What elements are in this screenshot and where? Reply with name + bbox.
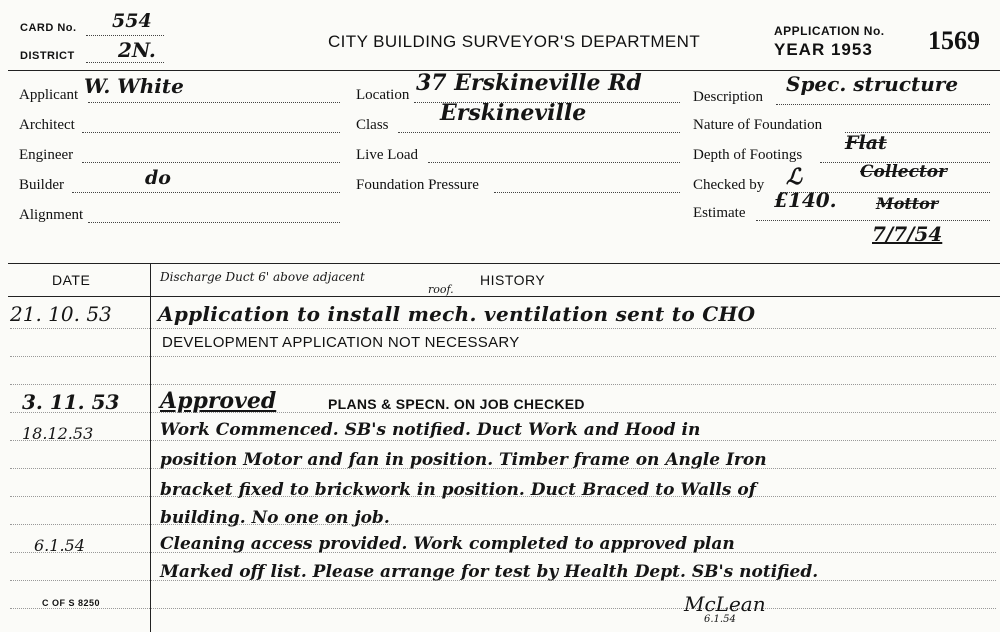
- entry-date: 21. 10. 53: [10, 302, 112, 326]
- estimate-date: 7/7/54: [872, 222, 943, 246]
- entry-text: bracket fixed to brickwork in position. Duct Braced to Walls of: [160, 480, 757, 500]
- description-label: Description: [693, 89, 763, 105]
- card-no-line: [86, 35, 164, 36]
- location-value: 37 Erskineville Rd: [416, 70, 642, 96]
- estimate-value: £140.: [774, 188, 837, 212]
- date-header: DATE: [52, 272, 91, 288]
- district-value: 2N.: [118, 38, 156, 62]
- applicant-label: Applicant: [19, 87, 79, 103]
- entry-text: Cleaning access provided. Work completed to approved plan: [160, 534, 735, 554]
- location-label: Location: [356, 87, 410, 103]
- entry-text: position Motor and fan in position. Timber frame on Angle Iron: [160, 450, 767, 470]
- entry-date: 3. 11. 53: [22, 390, 120, 414]
- class-label: Class: [356, 117, 389, 133]
- alignment-line: [88, 222, 340, 223]
- builder-line: [72, 192, 340, 193]
- form-code: C OF S 8250: [42, 598, 101, 608]
- checked-by-label: Checked by: [693, 177, 765, 193]
- estimate-line: [756, 220, 990, 221]
- live-load-label: Live Load: [356, 147, 419, 163]
- rule-line: [10, 412, 996, 413]
- rule-line: [10, 384, 996, 385]
- estimate-struck: Mottor: [876, 194, 939, 213]
- signature: McLean: [684, 592, 766, 616]
- table-top-border: [8, 263, 1000, 264]
- foundation-pressure-label: Foundation Pressure: [356, 177, 479, 193]
- department-title: CITY BUILDING SURVEYOR'S DEPARTMENT: [328, 32, 701, 51]
- rule-line: [10, 328, 996, 329]
- entry-approved-hand: Approved: [160, 388, 277, 414]
- description-value: Spec. structure: [786, 72, 959, 96]
- entry-text: Application to install mech. ventilation sent to CHO: [158, 302, 756, 326]
- live-load-line: [428, 162, 680, 163]
- signature-date: 6.1.54: [704, 614, 736, 625]
- header-note-line2: roof.: [428, 283, 454, 296]
- entry-date: 6.1.54: [34, 536, 85, 555]
- builder-value: do: [145, 167, 171, 189]
- entry-text: building. No one on job.: [160, 508, 390, 528]
- district-line: [86, 62, 164, 63]
- application-no-label: APPLICATION No.: [774, 24, 885, 38]
- entry-date: 18.12.53: [22, 424, 94, 443]
- entry-text: Marked off list. Please arrange for test by Health Dept. SB's notified.: [160, 562, 819, 582]
- rule-line: [10, 440, 996, 441]
- depth-of-footings-value: Flat: [845, 132, 887, 154]
- applicant-line: [88, 102, 340, 103]
- application-no-value: 1569: [928, 26, 980, 55]
- rule-line: [10, 356, 996, 357]
- entry-text-stamp: DEVELOPMENT APPLICATION NOT NECESSARY: [162, 334, 520, 351]
- date-column-divider: [150, 263, 151, 632]
- checked-by-mark: ℒ: [786, 164, 802, 190]
- checked-by-value: Collector: [860, 162, 948, 182]
- rule-line: [10, 524, 996, 525]
- year-label: YEAR 1953: [774, 40, 873, 59]
- applicant-value: W. White: [84, 74, 184, 98]
- table-header-border: [8, 296, 1000, 297]
- card-no-label: CARD No.: [20, 22, 77, 34]
- header-note-line1: Discharge Duct 6' above adjacent: [160, 270, 365, 284]
- foundation-pressure-line: [494, 192, 680, 193]
- entry-text-stamp: PLANS & SPECN. ON JOB CHECKED: [328, 396, 585, 412]
- description-line: [776, 104, 990, 105]
- entry-text: Work Commenced. SB's notified. Duct Work and Hood in: [160, 420, 701, 440]
- estimate-label: Estimate: [693, 205, 746, 221]
- class-value: Erskineville: [440, 100, 587, 126]
- architect-label: Architect: [19, 117, 75, 133]
- history-header: HISTORY: [480, 272, 546, 288]
- district-label: DISTRICT: [20, 50, 75, 62]
- class-line: [398, 132, 680, 133]
- architect-line: [82, 132, 340, 133]
- card-no-value: 554: [112, 10, 152, 32]
- builder-label: Builder: [19, 177, 64, 193]
- alignment-label: Alignment: [19, 207, 84, 223]
- nature-of-foundation-label: Nature of Foundation: [693, 117, 823, 133]
- engineer-line: [82, 162, 340, 163]
- depth-of-footings-label: Depth of Footings: [693, 147, 803, 163]
- engineer-label: Engineer: [19, 147, 74, 163]
- rule-line: [10, 608, 996, 609]
